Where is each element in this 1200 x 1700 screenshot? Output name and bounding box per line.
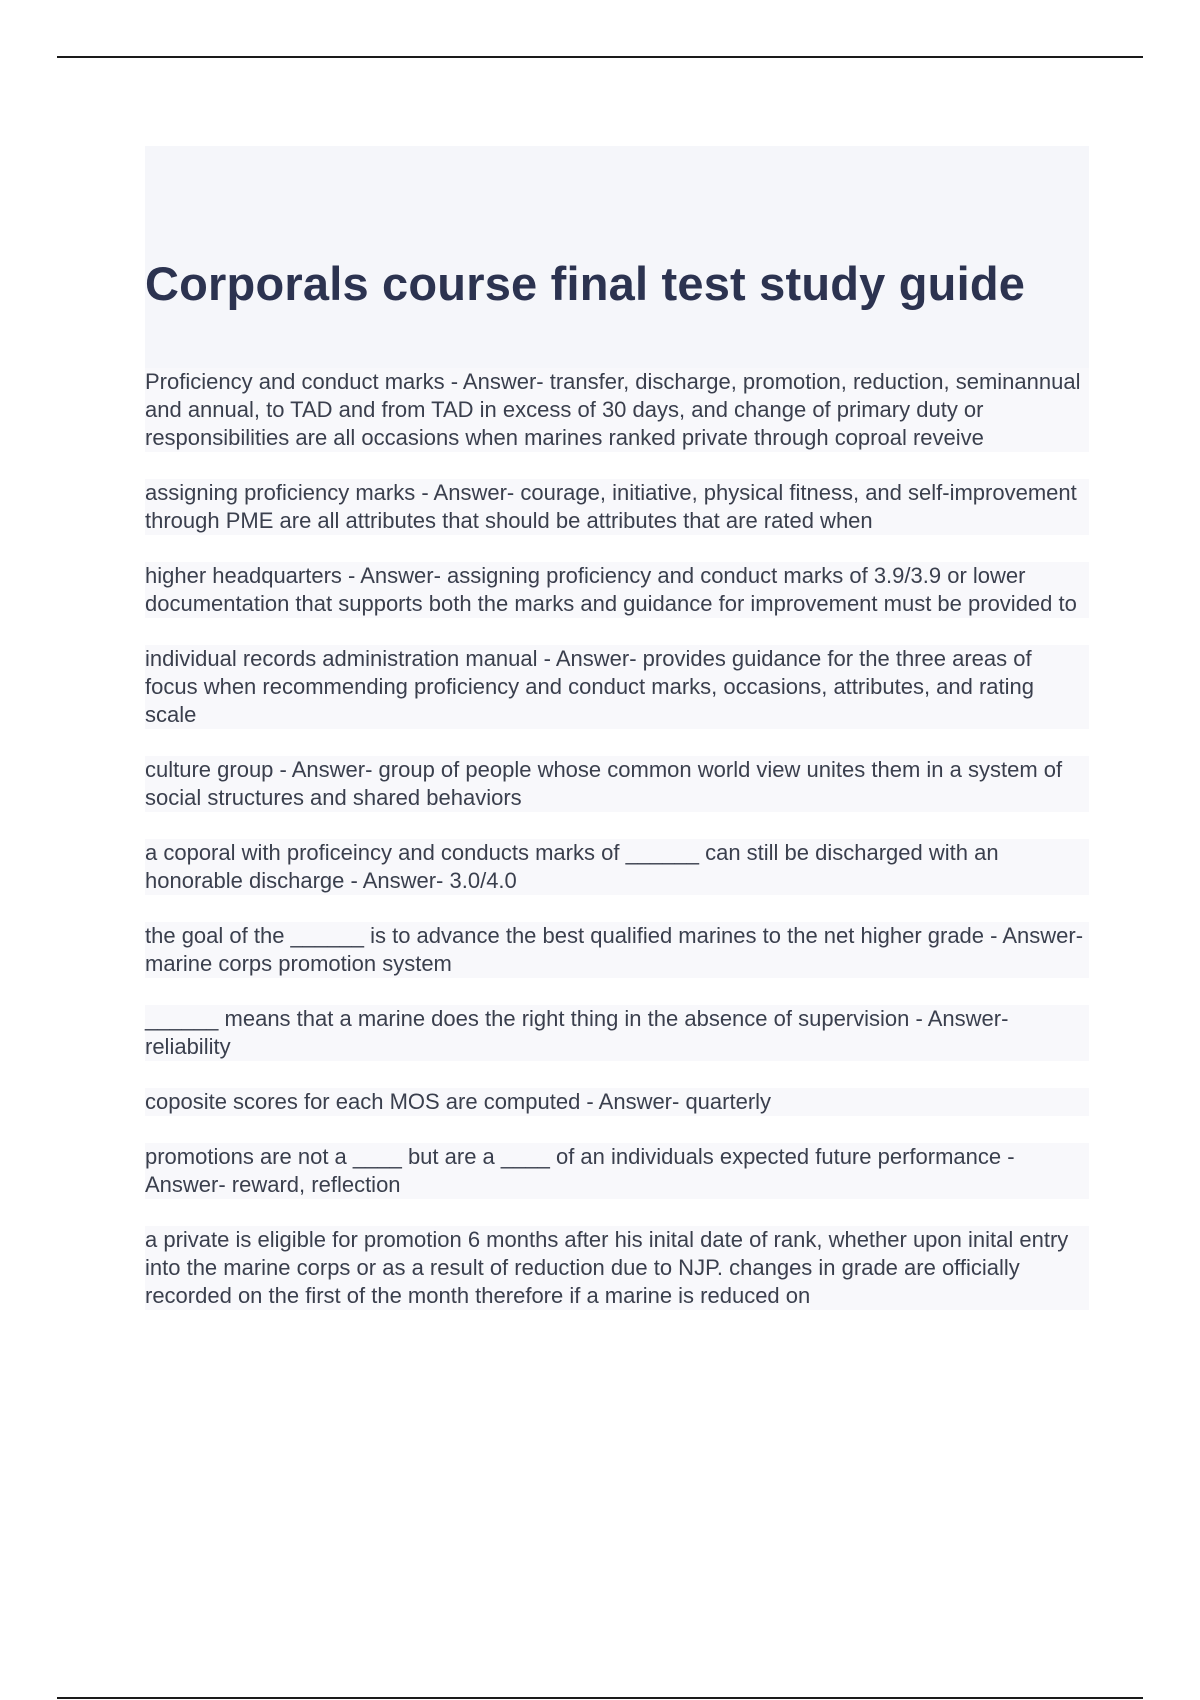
qa-item: culture group - Answer- group of people whose common world view unites them in a system of social structures and shared behaviors: [145, 756, 1089, 812]
qa-item: coposite scores for each MOS are computed - Answer- quarterly: [145, 1088, 1089, 1116]
document-page: [145, 146, 1089, 1308]
qa-list: [145, 368, 1089, 1310]
title-block: [145, 146, 1089, 368]
bottom-rule: [57, 1697, 1143, 1699]
qa-item: promotions are not a ____ but are a ____ of an individuals expected future performance - Answer- reward, reflection: [145, 1143, 1089, 1199]
qa-item: ______ means that a marine does the right thing in the absence of supervision - Answer- reliability: [145, 1005, 1089, 1061]
qa-item: a coporal with proficeincy and conducts marks of ______ can still be discharged with an honorable discharge - Answer- 3.0/4.0: [145, 839, 1089, 895]
qa-item: Proficiency and conduct marks - Answer- transfer, discharge, promotion, reduction, seminannual and annual, to TAD and from TAD in excess of 30 days, and change of primary duty or responsibilities are all occasions when marines ranked private through coproal reveive: [145, 368, 1089, 452]
qa-item: assigning proficiency marks - Answer- courage, initiative, physical fitness, and self-improvement through PME are all attributes that should be attributes that are rated when: [145, 479, 1089, 535]
qa-item: individual records administration manual - Answer- provides guidance for the three areas of focus when recommending proficiency and conduct marks, occasions, attributes, and rating scale: [145, 645, 1089, 729]
qa-item: the goal of the ______ is to advance the best qualified marines to the net higher grade - Answer- marine corps promotion system: [145, 922, 1089, 978]
top-rule: [57, 56, 1143, 58]
qa-item: a private is eligible for promotion 6 months after his inital date of rank, whether upon inital entry into the marine corps or as a result of reduction due to NJP. changes in grade are officially recorded on the first of the month therefore if a marine is reduced on: [145, 1226, 1089, 1310]
page-title: Corporals course final test study guide: [145, 257, 1026, 310]
qa-item: higher headquarters - Answer- assigning proficiency and conduct marks of 3.9/3.9 or lower documentation that supports both the marks and guidance for improvement must be provided to: [145, 562, 1089, 618]
